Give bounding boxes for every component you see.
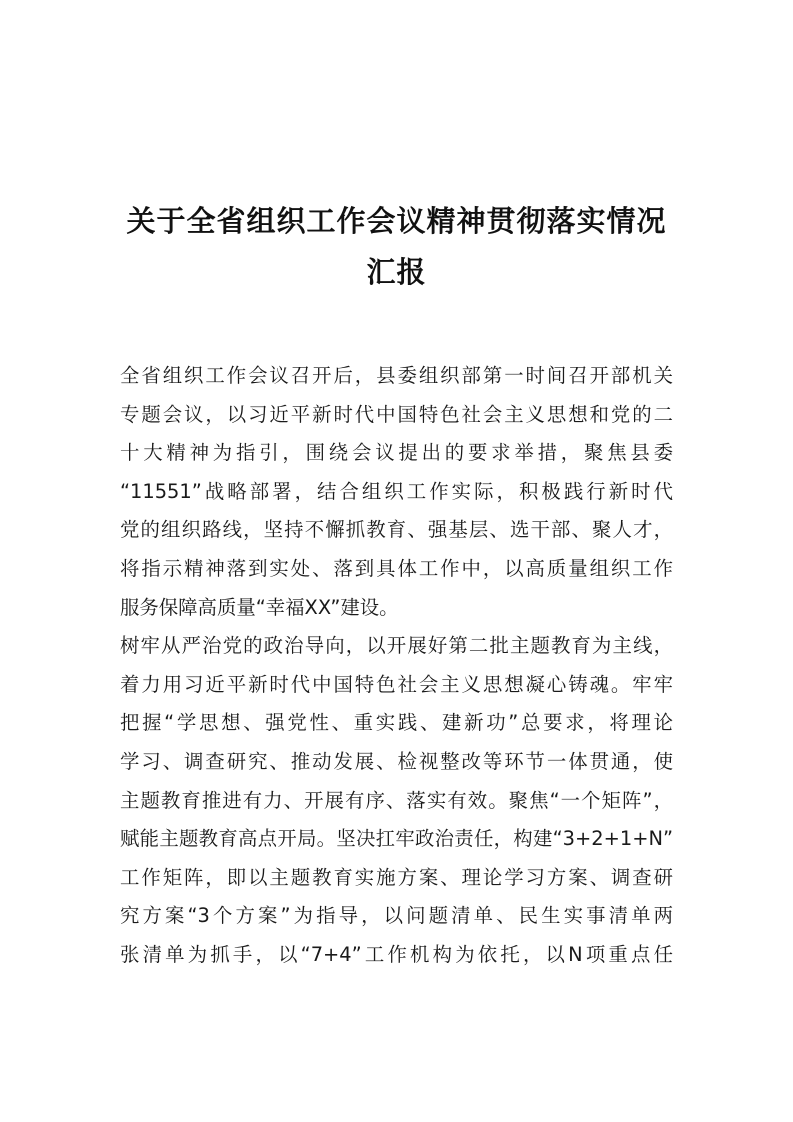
paragraph-2-line-3: 把握“学思想、强党性、重实践、建新功”总要求，将理论 [120,711,673,735]
paragraph-1-line-1: 全省组织工作会议召开后，县委组织部第一时间召开部机关 [120,364,673,387]
paragraph-1-line-3: 十大精神为指引，围绕会议提出的要求举措，聚焦县委 [120,441,673,465]
paragraph-2-line-6: 赋能主题教育高点开局。坚决扛牢政治责任，构建“3+2+1+N” [120,827,673,851]
paragraph-1-line-2: 专题会议，以习近平新时代中国特色社会主义思想和党的二 [120,402,673,426]
paragraph-2-line-8: 究方案“3个方案”为指导，以问题清单、民生实事清单两 [120,904,673,928]
document-body [120,357,673,975]
paragraph-2-line-1: 树牢从严治党的政治导向，以开展好第二批主题教育为主线， [120,634,673,658]
paragraph-1-line-4: “11551”战略部署，结合组织工作实际，积极践行新时代 [120,479,673,503]
paragraph-1-line-5: 党的组织路线，坚持不懈抓教育、强基层、选干部、聚人才， [120,518,673,542]
document-title-line-2: 汇报 [366,255,427,289]
paragraph-2-line-5: 主题教育推进有力、开展有序、落实有效。聚焦“一个矩阵”， [120,788,673,812]
paragraph-1-line-7: 服务保障高质量“幸福XX”建设。 [120,595,399,619]
paragraph-2-line-2: 着力用习近平新时代中国特色社会主义思想凝心铸魂。牢牢 [120,672,673,696]
paragraph-2-line-7: 工作矩阵，即以主题教育实施方案、理论学习方案、调查研 [120,865,673,889]
paragraph-2-line-9: 张清单为抓手，以“7+4”工作机构为依托，以N项重点任 [120,942,673,966]
paragraph-1-line-6: 将指示精神落到实处、落到具体工作中，以高质量组织工作 [120,556,673,580]
paragraph-2-line-4: 学习、调查研究、推动发展、检视整改等环节一体贯通，使 [120,749,673,773]
document-title-line-1: 关于全省组织工作会议精神贯彻落实情况 [126,204,667,238]
